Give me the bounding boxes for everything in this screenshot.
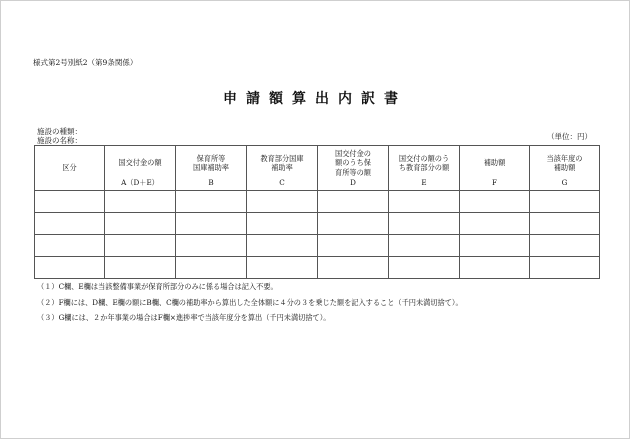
column-header bbox=[247, 146, 318, 191]
table-cell[interactable] bbox=[318, 235, 389, 257]
column-code: B bbox=[208, 177, 214, 187]
table-cell[interactable] bbox=[35, 235, 105, 257]
note-2: （２）F欄には、D欄、E欄の額にB欄、C欄の補助率から算出した全体額に４分の３を乗じた額を記入すること（千円未満切捨て）。 bbox=[37, 297, 463, 307]
column-header bbox=[460, 146, 530, 191]
column-header bbox=[389, 146, 460, 191]
document-title: 申請額算出内訳書 bbox=[223, 91, 407, 107]
column-header-label: 国交付金の額 bbox=[118, 158, 162, 167]
column-header-label: 区分 bbox=[62, 163, 77, 173]
table-cell[interactable] bbox=[247, 235, 318, 257]
column-header bbox=[530, 146, 600, 191]
table-cell[interactable] bbox=[105, 213, 176, 235]
table-cell[interactable] bbox=[176, 257, 247, 279]
facility-type-label: 施設の種類： bbox=[37, 127, 82, 136]
column-code: C bbox=[279, 177, 285, 187]
table-cell[interactable] bbox=[247, 191, 318, 213]
table-cell[interactable] bbox=[460, 257, 530, 279]
notes bbox=[37, 279, 463, 326]
column-header bbox=[35, 146, 105, 191]
table-header bbox=[35, 146, 600, 191]
column-code: A（D＋E） bbox=[121, 177, 159, 187]
column-code: G bbox=[561, 177, 568, 187]
form-number: 様式第2号別紙2（第9条関係） bbox=[33, 58, 138, 67]
column-header-label: 補助額 bbox=[483, 158, 506, 167]
table-cell[interactable] bbox=[105, 257, 176, 279]
calculation-table bbox=[34, 145, 600, 279]
table-cell[interactable] bbox=[389, 191, 460, 213]
table-cell[interactable] bbox=[530, 191, 600, 213]
table-cell[interactable] bbox=[35, 257, 105, 279]
table-cell[interactable] bbox=[318, 191, 389, 213]
column-code: F bbox=[492, 177, 497, 187]
column-header bbox=[176, 146, 247, 191]
column-header-label: 国交付の額のう ち教育部分の額 bbox=[398, 153, 450, 172]
table-row bbox=[35, 191, 600, 213]
column-header-label: 国交付金の 額のうち保 育所等の額 bbox=[335, 148, 371, 177]
table-cell[interactable] bbox=[389, 213, 460, 235]
table-cell[interactable] bbox=[247, 257, 318, 279]
table-row bbox=[35, 235, 600, 257]
note-1: （１）C欄、E欄は当該整備事業が保育所部分のみに係る場合は記入不要。 bbox=[37, 282, 278, 291]
table-cell[interactable] bbox=[530, 213, 600, 235]
unit-label: （単位：円） bbox=[547, 132, 592, 141]
table-cell[interactable] bbox=[176, 235, 247, 257]
column-header bbox=[105, 146, 176, 191]
table-cell[interactable] bbox=[35, 213, 105, 235]
column-header-label: 保育所等 国庫補助率 bbox=[193, 153, 229, 172]
facility-name-label: 施設の名称： bbox=[37, 136, 82, 145]
table-cell[interactable] bbox=[35, 191, 105, 213]
table-cell[interactable] bbox=[105, 191, 176, 213]
column-header-label: 教育部分国庫 補助率 bbox=[260, 153, 304, 172]
table-cell[interactable] bbox=[389, 235, 460, 257]
table-cell[interactable] bbox=[318, 257, 389, 279]
table-row bbox=[35, 213, 600, 235]
column-code: E bbox=[421, 177, 427, 187]
table-cell[interactable] bbox=[176, 191, 247, 213]
column-code: D bbox=[350, 177, 356, 187]
table-cell[interactable] bbox=[318, 213, 389, 235]
table-cell[interactable] bbox=[460, 191, 530, 213]
table-cell[interactable] bbox=[105, 235, 176, 257]
table-cell[interactable] bbox=[530, 235, 600, 257]
column-header-label: 当該年度の 補助額 bbox=[546, 153, 583, 172]
table-body bbox=[35, 191, 600, 279]
column-header bbox=[318, 146, 389, 191]
table-cell[interactable] bbox=[530, 257, 600, 279]
table-row bbox=[35, 257, 600, 279]
table-cell[interactable] bbox=[389, 257, 460, 279]
table-cell[interactable] bbox=[460, 235, 530, 257]
table-cell[interactable] bbox=[460, 213, 530, 235]
table-cell[interactable] bbox=[176, 213, 247, 235]
table-cell[interactable] bbox=[247, 213, 318, 235]
note-3: （３）G欄には、２か年事業の場合はF欄×進捗率で当該年度分を算出（千円未満切捨て）。 bbox=[37, 313, 331, 322]
